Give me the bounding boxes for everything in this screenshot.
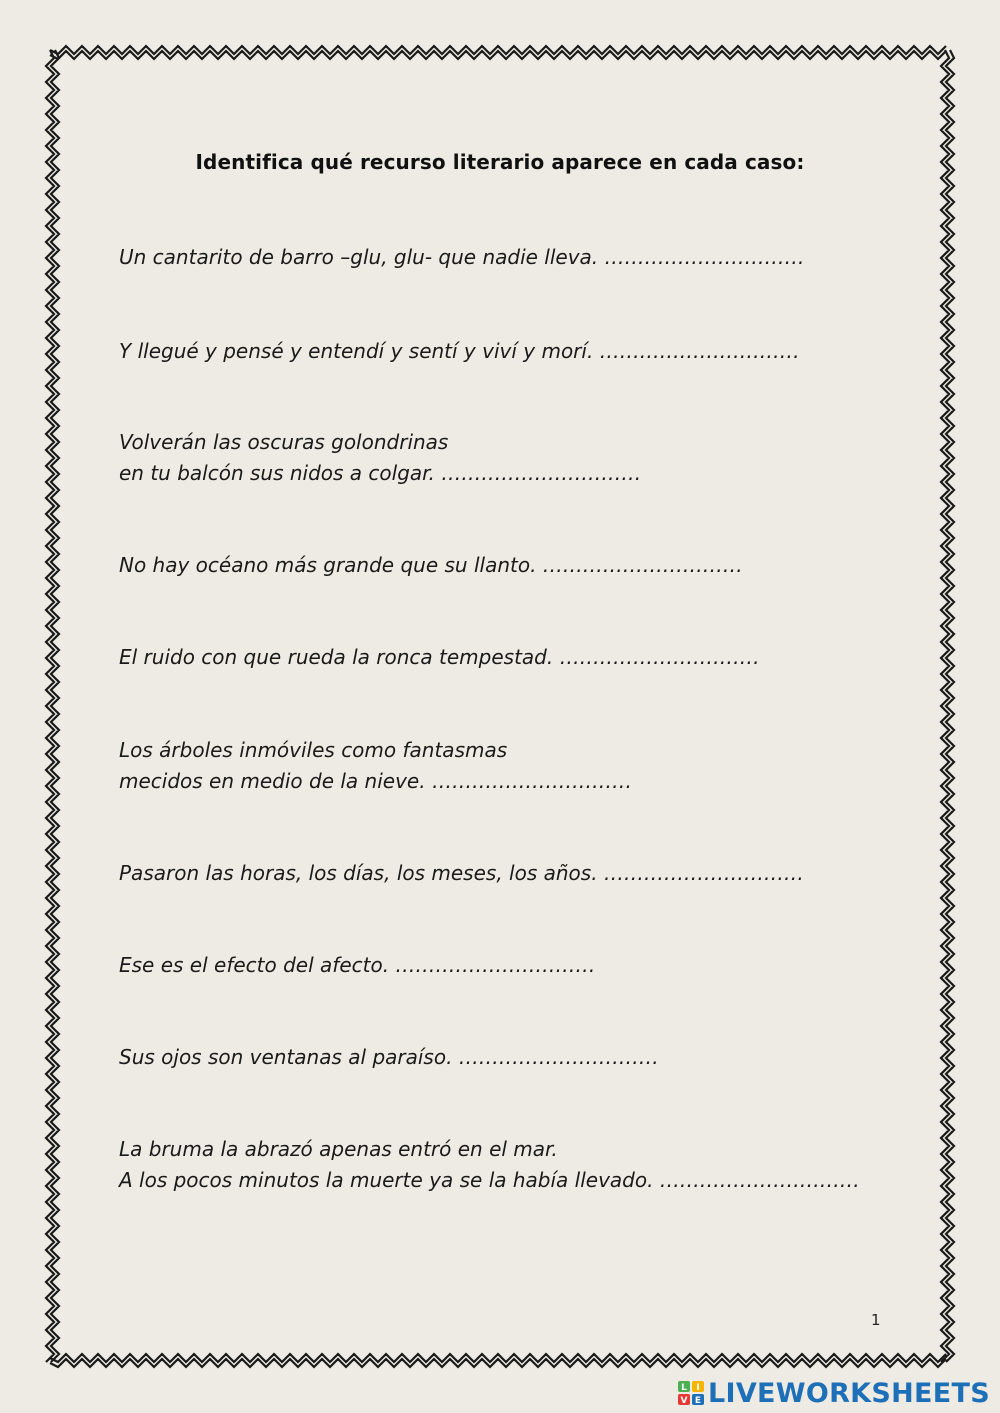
exercise-line: Volverán las oscuras golondrinas <box>119 430 449 454</box>
logo-letter: E <box>694 1396 702 1405</box>
worksheet-title: Identifica qué recurso literario aparece en cada caso: <box>195 150 805 174</box>
logo-letter: I <box>696 1383 700 1393</box>
exercise-line: Los árboles inmóviles como fantasmas <box>119 738 508 762</box>
exercise-item-5 <box>119 642 899 673</box>
exercise-line: mecidos en medio de la nieve. ………………………… <box>119 769 632 793</box>
page-number: 1 <box>871 1311 881 1329</box>
exercise-item-8 <box>119 950 899 981</box>
exercise-line: Y llegué y pensé y entendí y sentí y viví y morí. ………………………… <box>119 339 800 363</box>
brand-name: LIVEWORKSHEETS <box>707 1377 990 1409</box>
exercise-item-1 <box>119 242 899 273</box>
exercise-line: La bruma la abrazó apenas entró en el mar. <box>119 1137 558 1161</box>
exercise-item-9 <box>119 1042 899 1073</box>
liveworksheets-brand[interactable] <box>678 1376 990 1410</box>
exercise-item-4 <box>119 550 899 581</box>
exercise-item-7 <box>119 858 899 889</box>
logo-letter: L <box>681 1383 687 1393</box>
exercise-item-10 <box>119 1134 899 1196</box>
exercise-item-6 <box>119 735 899 797</box>
exercise-line: El ruido con que rueda la ronca tempestad. ………………………… <box>119 645 760 669</box>
exercise-line: Sus ojos son ventanas al paraíso. ………………………… <box>119 1045 659 1069</box>
liveworksheets-logo-icon <box>678 1381 704 1405</box>
exercise-item-2 <box>119 336 899 367</box>
exercise-line: A los pocos minutos la muerte ya se la había llevado. ………………………… <box>119 1168 860 1192</box>
exercise-item-3 <box>119 427 899 489</box>
logo-letter: V <box>680 1396 688 1405</box>
exercise-line: Pasaron las horas, los días, los meses, los años. ………………………… <box>119 861 804 885</box>
exercise-line: en tu balcón sus nidos a colgar. ………………………… <box>119 461 642 485</box>
exercise-line: No hay océano más grande que su llanto. ………………………… <box>119 553 743 577</box>
exercise-line: Un cantarito de barro –glu, glu- que nadie lleva. ………………………… <box>119 245 805 269</box>
exercise-line: Ese es el efecto del afecto. ………………………… <box>119 953 596 977</box>
